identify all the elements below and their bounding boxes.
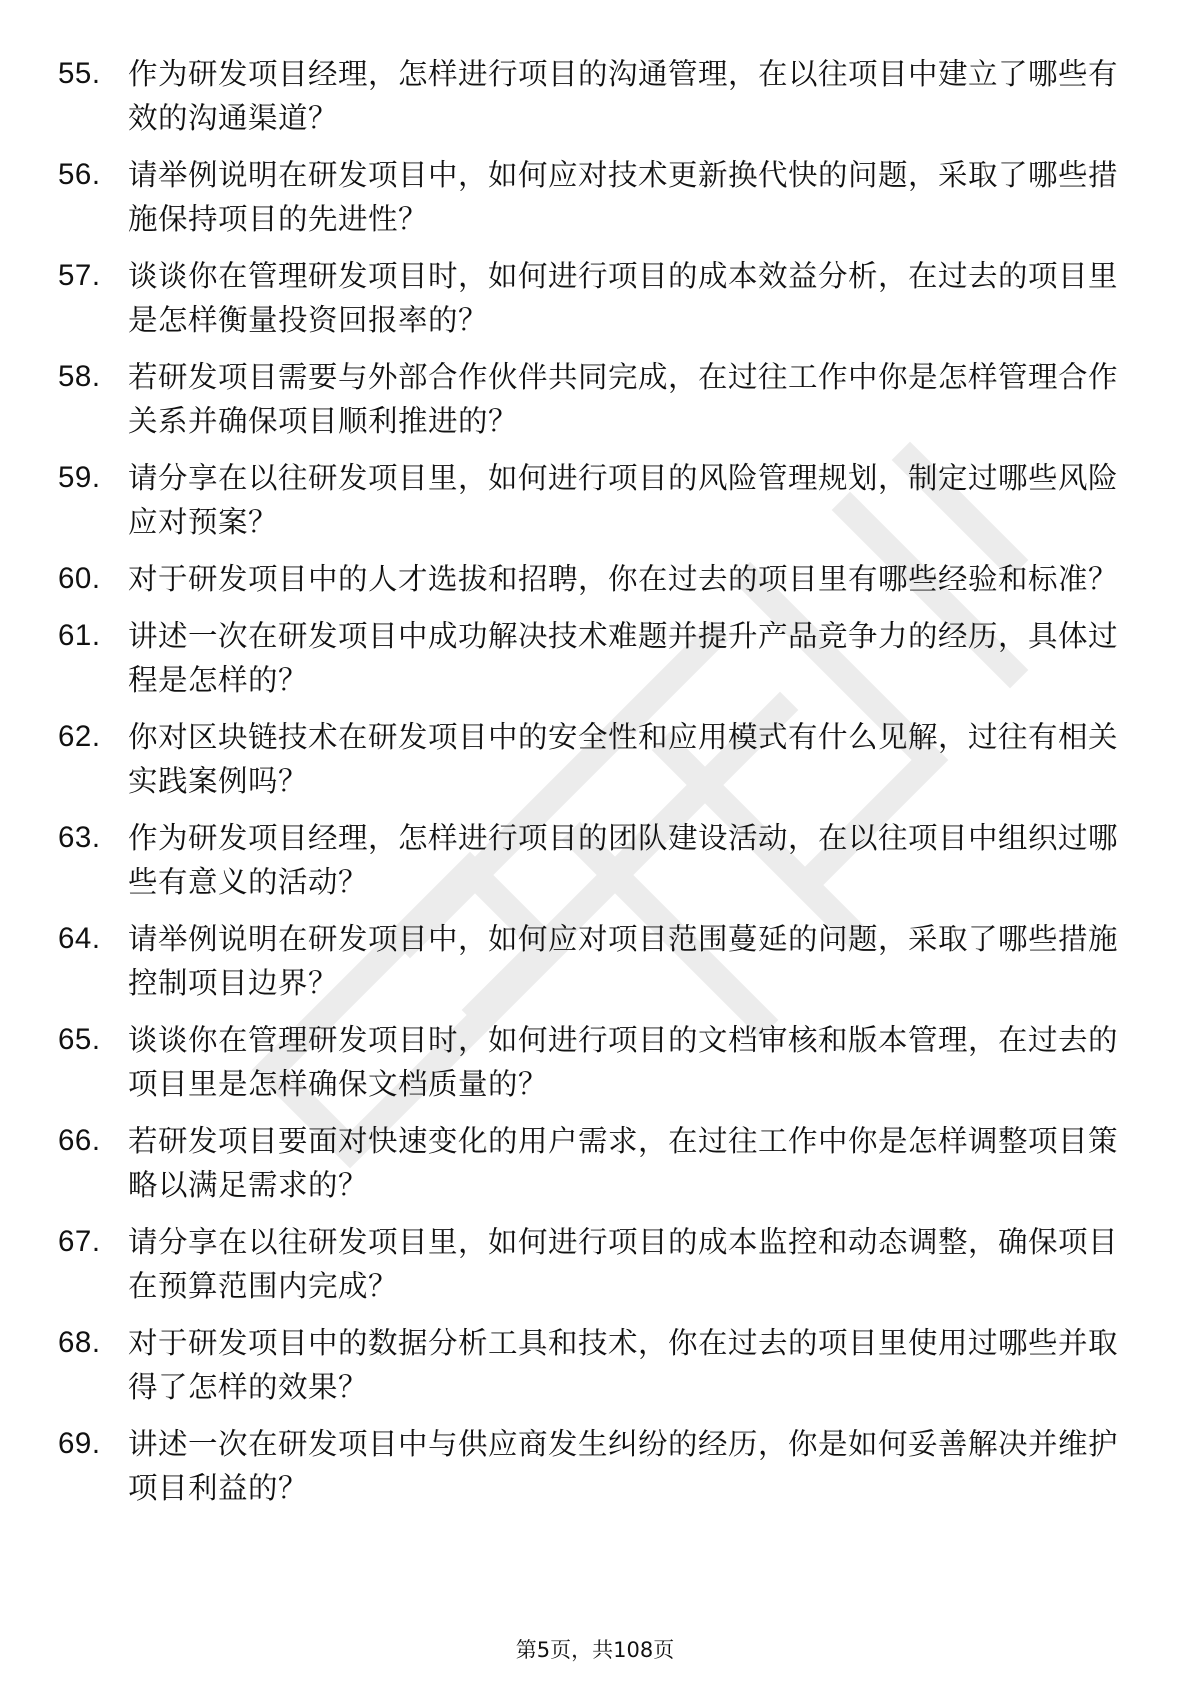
question-number: 59. — [58, 461, 101, 494]
question-number: 56. — [58, 158, 101, 191]
question-item — [58, 456, 1118, 544]
question-item — [58, 254, 1118, 342]
question-text: 作为研发项目经理，怎样进行项目的沟通管理，在以往项目中建立了哪些有效的沟通渠道？ — [128, 57, 1119, 135]
question-item — [58, 1220, 1118, 1308]
question-number: 55. — [58, 57, 101, 90]
question-text: 谈谈你在管理研发项目时，如何进行项目的成本效益分析，在过去的项目里是怎样衡量投资回报率的？ — [128, 259, 1119, 337]
question-number: 65. — [58, 1023, 101, 1056]
question-number: 69. — [58, 1427, 101, 1460]
question-item — [58, 355, 1118, 443]
question-number: 57. — [58, 259, 101, 292]
question-item — [58, 816, 1118, 904]
question-number: 60. — [58, 562, 101, 595]
page-footer — [0, 1634, 1190, 1664]
question-list — [58, 52, 1118, 1523]
question-number: 64. — [58, 922, 101, 955]
question-text: 对于研发项目中的数据分析工具和技术，你在过去的项目里使用过哪些并取得了怎样的效果？ — [128, 1326, 1119, 1404]
question-text: 对于研发项目中的人才选拔和招聘，你在过去的项目里有哪些经验和标准？ — [128, 562, 1119, 596]
question-item — [58, 1422, 1118, 1510]
question-text: 讲述一次在研发项目中与供应商发生纠纷的经历，你是如何妥善解决并维护项目利益的？ — [128, 1427, 1119, 1505]
question-text: 请举例说明在研发项目中，如何应对项目范围蔓延的问题，采取了哪些措施控制项目边界？ — [128, 922, 1119, 1000]
question-number: 63. — [58, 821, 101, 854]
question-number: 61. — [58, 619, 101, 652]
question-item — [58, 614, 1118, 702]
question-number: 67. — [58, 1225, 101, 1258]
question-item — [58, 1018, 1118, 1106]
question-item — [58, 557, 1118, 601]
question-item — [58, 1321, 1118, 1409]
question-text: 请分享在以往研发项目里，如何进行项目的风险管理规划，制定过哪些风险应对预案？ — [128, 461, 1119, 539]
question-item — [58, 1119, 1118, 1207]
question-number: 62. — [58, 720, 101, 753]
question-item — [58, 715, 1118, 803]
question-text: 作为研发项目经理，怎样进行项目的团队建设活动，在以往项目中组织过哪些有意义的活动？ — [128, 821, 1119, 899]
page-number-label: 第5页，共108页 — [515, 1638, 675, 1662]
question-text: 你对区块链技术在研发项目中的安全性和应用模式有什么见解，过往有相关实践案例吗？ — [128, 720, 1119, 798]
question-text: 请举例说明在研发项目中，如何应对技术更新换代快的问题，采取了哪些措施保持项目的先进性？ — [128, 158, 1119, 236]
question-number: 66. — [58, 1124, 101, 1157]
question-item — [58, 52, 1118, 140]
question-item — [58, 917, 1118, 1005]
question-text: 若研发项目要面对快速变化的用户需求，在过往工作中你是怎样调整项目策略以满足需求的？ — [128, 1124, 1119, 1202]
question-text: 若研发项目需要与外部合作伙伴共同完成，在过往工作中你是怎样管理合作关系并确保项目顺利推进的？ — [128, 360, 1119, 438]
question-text: 谈谈你在管理研发项目时，如何进行项目的文档审核和版本管理，在过去的项目里是怎样确保文档质量的？ — [128, 1023, 1119, 1101]
question-text: 请分享在以往研发项目里，如何进行项目的成本监控和动态调整，确保项目在预算范围内完成？ — [128, 1225, 1119, 1303]
question-item — [58, 153, 1118, 241]
question-text: 讲述一次在研发项目中成功解决技术难题并提升产品竞争力的经历，具体过程是怎样的？ — [128, 619, 1119, 697]
question-number: 58. — [58, 360, 101, 393]
question-number: 68. — [58, 1326, 101, 1359]
